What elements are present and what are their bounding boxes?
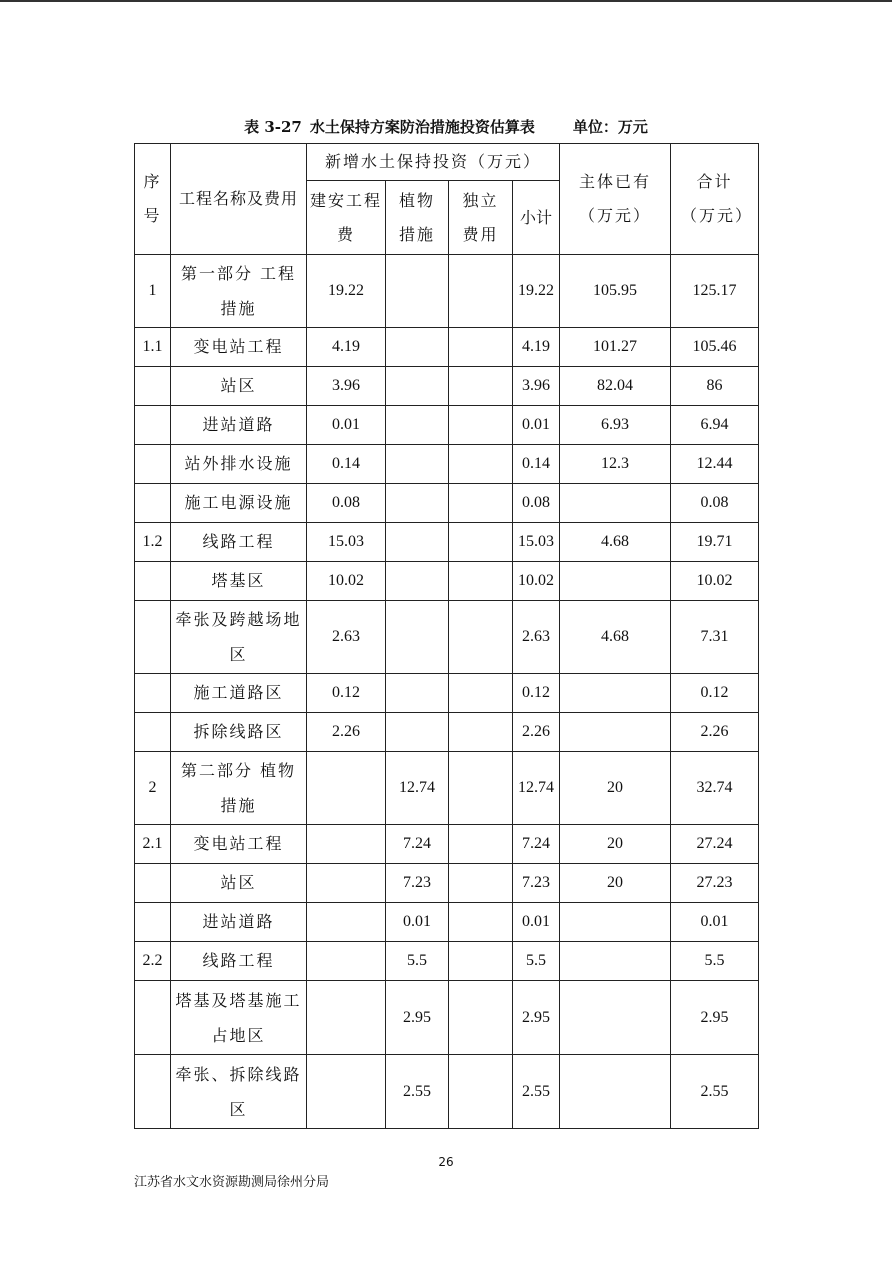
cell-plant (386, 255, 449, 328)
cell-name: 施工电源设施 (171, 484, 307, 523)
cell-seq (135, 903, 171, 942)
cell-indep (449, 981, 513, 1055)
page-number: 26 (438, 1155, 454, 1169)
cell-build: 4.19 (307, 328, 386, 367)
cell-existing: 6.93 (560, 406, 671, 445)
cell-total: 0.08 (671, 484, 759, 523)
cell-subtotal: 2.63 (513, 601, 560, 674)
cell-plant: 2.95 (386, 981, 449, 1055)
header-subtotal: 小计 (513, 181, 560, 255)
cell-subtotal: 3.96 (513, 367, 560, 406)
cell-total: 7.31 (671, 601, 759, 674)
cell-existing (560, 484, 671, 523)
cell-total: 0.01 (671, 903, 759, 942)
header-existing: 主体已有（万元） (560, 144, 671, 255)
cell-name: 进站道路 (171, 406, 307, 445)
cell-build (307, 981, 386, 1055)
header-indep: 独立费用 (449, 181, 513, 255)
cell-name: 拆除线路区 (171, 713, 307, 752)
table-row (135, 523, 759, 562)
table-row (135, 674, 759, 713)
table-row (135, 942, 759, 981)
cell-name: 塔基及塔基施工占地区 (171, 981, 307, 1055)
cell-subtotal: 0.14 (513, 445, 560, 484)
cell-name: 站区 (171, 367, 307, 406)
cell-total: 32.74 (671, 752, 759, 825)
cell-seq (135, 713, 171, 752)
investment-table (134, 143, 759, 1129)
cell-subtotal: 0.08 (513, 484, 560, 523)
cell-existing (560, 903, 671, 942)
cell-total: 125.17 (671, 255, 759, 328)
table-row (135, 864, 759, 903)
cell-subtotal: 0.12 (513, 674, 560, 713)
cell-build: 2.26 (307, 713, 386, 752)
cell-total: 27.24 (671, 825, 759, 864)
cell-build: 15.03 (307, 523, 386, 562)
cell-total: 2.26 (671, 713, 759, 752)
table-row (135, 752, 759, 825)
cell-existing: 20 (560, 825, 671, 864)
table-row (135, 713, 759, 752)
table-row (135, 903, 759, 942)
cell-seq (135, 406, 171, 445)
table-row (135, 1055, 759, 1129)
cell-seq (135, 562, 171, 601)
header-row-1 (135, 144, 759, 181)
table-row (135, 601, 759, 674)
table-row (135, 825, 759, 864)
cell-name: 站区 (171, 864, 307, 903)
cell-subtotal: 19.22 (513, 255, 560, 328)
cell-build (307, 1055, 386, 1129)
cell-name: 牵张、拆除线路区 (171, 1055, 307, 1129)
cell-indep (449, 601, 513, 674)
cell-indep (449, 674, 513, 713)
cell-existing (560, 1055, 671, 1129)
table-row (135, 367, 759, 406)
cell-seq: 1.1 (135, 328, 171, 367)
cell-seq: 2 (135, 752, 171, 825)
cell-total: 27.23 (671, 864, 759, 903)
cell-existing: 20 (560, 752, 671, 825)
cell-total: 86 (671, 367, 759, 406)
cell-build: 2.63 (307, 601, 386, 674)
cell-indep (449, 1055, 513, 1129)
cell-plant: 2.55 (386, 1055, 449, 1129)
cell-seq (135, 484, 171, 523)
cell-subtotal: 0.01 (513, 903, 560, 942)
cell-name: 第一部分 工程措施 (171, 255, 307, 328)
cell-plant (386, 406, 449, 445)
cell-plant (386, 674, 449, 713)
cell-existing (560, 674, 671, 713)
cell-indep (449, 328, 513, 367)
cell-indep (449, 367, 513, 406)
cell-plant (386, 601, 449, 674)
cell-existing (560, 981, 671, 1055)
table-number: 表 3-27 (244, 118, 302, 136)
cell-plant (386, 367, 449, 406)
table-row (135, 445, 759, 484)
table-row (135, 981, 759, 1055)
table-row (135, 255, 759, 328)
cell-seq: 2.1 (135, 825, 171, 864)
cell-build: 10.02 (307, 562, 386, 601)
cell-plant (386, 484, 449, 523)
cell-subtotal: 7.23 (513, 864, 560, 903)
cell-build (307, 942, 386, 981)
cell-existing: 82.04 (560, 367, 671, 406)
cell-build (307, 903, 386, 942)
cell-subtotal: 0.01 (513, 406, 560, 445)
header-plant: 植物措施 (386, 181, 449, 255)
table-caption (134, 116, 758, 137)
table-row (135, 562, 759, 601)
cell-indep (449, 752, 513, 825)
header-name: 工程名称及费用 (171, 144, 307, 255)
cell-name: 牵张及跨越场地区 (171, 601, 307, 674)
cell-name: 进站道路 (171, 903, 307, 942)
cell-plant: 12.74 (386, 752, 449, 825)
cell-indep (449, 825, 513, 864)
cell-subtotal: 7.24 (513, 825, 560, 864)
table-unit: 单位：万元 (572, 118, 648, 136)
cell-total: 0.12 (671, 674, 759, 713)
cell-build: 0.14 (307, 445, 386, 484)
cell-existing: 4.68 (560, 523, 671, 562)
cell-total: 6.94 (671, 406, 759, 445)
cell-indep (449, 255, 513, 328)
cell-subtotal: 4.19 (513, 328, 560, 367)
footer-organization: 江苏省水文水资源勘测局徐州分局 (134, 1175, 330, 1190)
cell-plant: 7.23 (386, 864, 449, 903)
cell-build (307, 752, 386, 825)
cell-existing: 101.27 (560, 328, 671, 367)
cell-plant: 5.5 (386, 942, 449, 981)
cell-plant (386, 562, 449, 601)
table-row (135, 484, 759, 523)
cell-existing (560, 713, 671, 752)
cell-seq (135, 674, 171, 713)
cell-name: 线路工程 (171, 942, 307, 981)
cell-subtotal: 15.03 (513, 523, 560, 562)
cell-total: 5.5 (671, 942, 759, 981)
cell-build: 0.08 (307, 484, 386, 523)
cell-seq (135, 445, 171, 484)
cell-existing: 105.95 (560, 255, 671, 328)
cell-existing (560, 942, 671, 981)
cell-indep (449, 864, 513, 903)
table-row (135, 406, 759, 445)
cell-indep (449, 406, 513, 445)
cell-plant (386, 328, 449, 367)
cell-name: 塔基区 (171, 562, 307, 601)
cell-name: 变电站工程 (171, 825, 307, 864)
cell-seq: 2.2 (135, 942, 171, 981)
cell-name: 施工道路区 (171, 674, 307, 713)
top-border-line (0, 0, 892, 2)
cell-indep (449, 942, 513, 981)
cell-seq: 1 (135, 255, 171, 328)
cell-name: 第二部分 植物措施 (171, 752, 307, 825)
cell-subtotal: 12.74 (513, 752, 560, 825)
cell-name: 线路工程 (171, 523, 307, 562)
cell-total: 19.71 (671, 523, 759, 562)
cell-existing (560, 562, 671, 601)
cell-build: 0.01 (307, 406, 386, 445)
header-build: 建安工程费 (307, 181, 386, 255)
cell-total: 2.95 (671, 981, 759, 1055)
table-row (135, 328, 759, 367)
cell-name: 站外排水设施 (171, 445, 307, 484)
cell-seq (135, 981, 171, 1055)
cell-seq (135, 1055, 171, 1129)
cell-build (307, 825, 386, 864)
cell-total: 12.44 (671, 445, 759, 484)
cell-seq (135, 601, 171, 674)
cell-plant: 0.01 (386, 903, 449, 942)
cell-plant (386, 713, 449, 752)
cell-subtotal: 2.26 (513, 713, 560, 752)
cell-indep (449, 562, 513, 601)
header-new-investment: 新增水土保持投资（万元） (307, 144, 560, 181)
cell-indep (449, 523, 513, 562)
cell-total: 2.55 (671, 1055, 759, 1129)
cell-build (307, 864, 386, 903)
cell-plant: 7.24 (386, 825, 449, 864)
cell-seq (135, 367, 171, 406)
cell-indep (449, 445, 513, 484)
cell-subtotal: 2.55 (513, 1055, 560, 1129)
cell-existing: 20 (560, 864, 671, 903)
cell-plant (386, 523, 449, 562)
cell-seq (135, 864, 171, 903)
cell-plant (386, 445, 449, 484)
cell-indep (449, 484, 513, 523)
cell-existing: 12.3 (560, 445, 671, 484)
cell-build: 19.22 (307, 255, 386, 328)
header-seq: 序号 (135, 144, 171, 255)
cell-subtotal: 10.02 (513, 562, 560, 601)
cell-subtotal: 5.5 (513, 942, 560, 981)
cell-total: 10.02 (671, 562, 759, 601)
cell-existing: 4.68 (560, 601, 671, 674)
cell-seq: 1.2 (135, 523, 171, 562)
cell-subtotal: 2.95 (513, 981, 560, 1055)
header-total: 合计（万元） (671, 144, 759, 255)
cell-name: 变电站工程 (171, 328, 307, 367)
cell-build: 3.96 (307, 367, 386, 406)
cell-build: 0.12 (307, 674, 386, 713)
cell-total: 105.46 (671, 328, 759, 367)
cell-indep (449, 903, 513, 942)
cell-indep (449, 713, 513, 752)
table-title: 水土保持方案防治措施投资估算表 (309, 118, 535, 136)
